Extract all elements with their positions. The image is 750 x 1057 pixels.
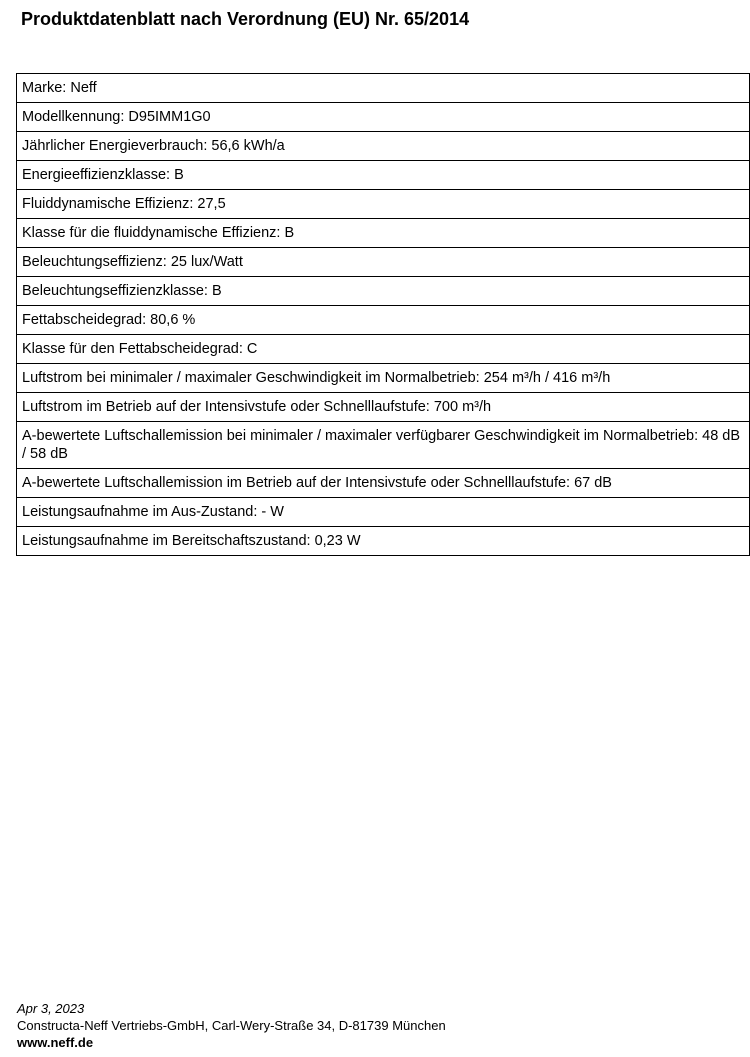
footer-date: Apr 3, 2023 bbox=[17, 1001, 85, 1016]
table-row bbox=[17, 132, 750, 161]
table-cell-power-off-mode: Leistungsaufnahme im Aus-Zustand: - W bbox=[17, 498, 750, 527]
table-cell-brand: Marke: Neff bbox=[17, 74, 750, 103]
table-row bbox=[17, 335, 750, 364]
table-cell-lighting-efficiency-class: Beleuchtungseffizienzklasse: B bbox=[17, 277, 750, 306]
table-row bbox=[17, 393, 750, 422]
table-row bbox=[17, 190, 750, 219]
table-row bbox=[17, 306, 750, 335]
table-cell-noise-intensive: A-bewertete Luftschallemission im Betrieb auf der Intensivstufe oder Schnelllaufstufe: 67 dB bbox=[17, 469, 750, 498]
page-footer bbox=[17, 1000, 446, 1051]
table-cell-energy-class: Energieeffizienzklasse: B bbox=[17, 161, 750, 190]
table-cell-noise-normal: A-bewertete Luftschallemission bei minimaler / maximaler verfügbarer Geschwindigkeit im Normalbetrieb: 48 dB / 58 dB bbox=[17, 422, 750, 469]
product-data-table bbox=[16, 73, 750, 556]
footer-website: www.neff.de bbox=[17, 1035, 94, 1050]
table-cell-annual-energy: Jährlicher Energieverbrauch: 56,6 kWh/a bbox=[17, 132, 750, 161]
table-row bbox=[17, 74, 750, 103]
table-row bbox=[17, 277, 750, 306]
table-row bbox=[17, 527, 750, 556]
table-cell-power-standby: Leistungsaufnahme im Bereitschaftszustand: 0,23 W bbox=[17, 527, 750, 556]
table-row bbox=[17, 103, 750, 132]
page-title: Produktdatenblatt nach Verordnung (EU) Nr. 65/2014 bbox=[21, 9, 470, 29]
table-cell-airflow-intensive: Luftstrom im Betrieb auf der Intensivstufe oder Schnelllaufstufe: 700 m³/h bbox=[17, 393, 750, 422]
table-cell-grease-filtering-class: Klasse für den Fettabscheidegrad: C bbox=[17, 335, 750, 364]
table-row bbox=[17, 161, 750, 190]
table-row bbox=[17, 219, 750, 248]
table-row bbox=[17, 422, 750, 469]
table-cell-airflow-normal: Luftstrom bei minimaler / maximaler Geschwindigkeit im Normalbetrieb: 254 m³/h / 416 m³/h bbox=[17, 364, 750, 393]
table-cell-fluid-efficiency-class: Klasse für die fluiddynamische Effizienz: B bbox=[17, 219, 750, 248]
table-cell-lighting-efficiency: Beleuchtungseffizienz: 25 lux/Watt bbox=[17, 248, 750, 277]
table-cell-fluid-efficiency: Fluiddynamische Effizienz: 27,5 bbox=[17, 190, 750, 219]
table-row bbox=[17, 469, 750, 498]
footer-company-address: Constructa-Neff Vertriebs-GmbH, Carl-Wery-Straße 34, D-81739 München bbox=[17, 1018, 446, 1033]
table-cell-grease-filtering: Fettabscheidegrad: 80,6 % bbox=[17, 306, 750, 335]
table-row bbox=[17, 364, 750, 393]
table-row bbox=[17, 248, 750, 277]
table-row bbox=[17, 498, 750, 527]
table-cell-model: Modellkennung: D95IMM1G0 bbox=[17, 103, 750, 132]
